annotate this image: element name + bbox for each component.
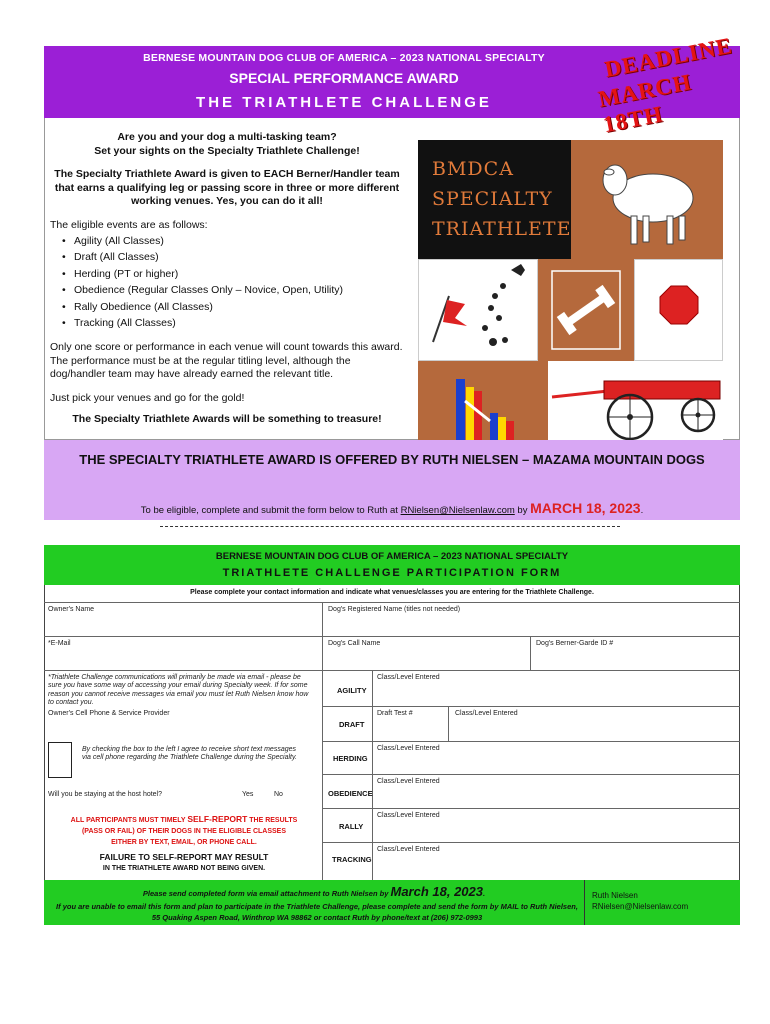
sponsor-line: THE SPECIALTY TRIATHLETE AWARD IS OFFERED BY RUTH NIELSEN – MAZAMA MOUNTAIN DOGS [79,452,705,467]
obedience-tile [538,259,634,361]
dogs-call-name-field[interactable]: Dog's Call Name [328,640,381,647]
venue-agility: AGILITY [337,686,367,695]
venue-herding: HERDING [333,754,368,763]
rally-class-field[interactable]: Class/Level Entered [377,812,440,819]
sponsor-band [44,440,740,520]
form-title: TRIATHLETE CHALLENGE PARTICIPATION FORM [222,567,562,579]
tracking-tile [418,259,538,361]
event-item: • Rally Obedience (All Classes) [50,299,404,315]
contact-email[interactable]: RNielsen@Nielsenlaw.com [592,902,689,911]
draft-class-field[interactable]: Class/Level Entered [455,710,518,717]
tracking-class-field[interactable]: Class/Level Entered [377,846,440,853]
flag-icon [433,296,467,342]
treasure-line: The Specialty Triathlete Awards will be something to treasure! [72,413,382,426]
berner-garde-id-field[interactable]: Dog's Berner-Garde ID # [536,640,614,647]
intro-section [50,131,404,427]
award-rule: Only one score or performance in each venue will count towards this award. The performance must be at the regular titling level, although the dog/handler team may have already earned the relevant title. [50,341,403,381]
text-consent-checkbox[interactable] [48,742,72,778]
event-item: • Agility (All Classes) [50,233,404,249]
event-item: • Herding (PT or higher) [50,266,404,282]
cell-phone-field[interactable]: Owner's Cell Phone & Service Provider [48,710,170,717]
collage-title-line1: BMDCA [432,158,514,180]
email-link[interactable]: RNielsen@Nielsenlaw.com [400,505,515,516]
eligibility-line: To be eligible, complete and submit the form below to Ruth at RNielsen@Nielsenlaw.com by MARCH 18, 2023. [140,500,644,516]
obedience-class-field[interactable]: Class/Level Entered [377,778,440,785]
triathlete-collage [418,140,723,462]
collage-title-line2: SPECIALTY [432,188,553,210]
submission-band [44,880,740,925]
deadline-date: MARCH 18, 2023 [530,500,641,516]
owners-name-field[interactable]: Owner's Name [48,606,95,613]
contact-name: Ruth Nielsen [592,891,638,900]
collage-title-line3: TRIATHLETE [432,218,572,240]
herding-class-field[interactable]: Class/Level Entered [377,745,440,752]
events-list [50,233,404,331]
hotel-question: Will you be staying at the host hotel? [48,791,163,798]
events-intro: The eligible events are as follows: [50,218,208,231]
email-field[interactable]: *E-Mail [48,640,71,647]
mail-instructions: If you are unable to email this form and plan to participate in the Triathlete Challenge, please complete and send the form by MAIL to Ruth Nielsen, 55 Quaking Aspen Road, Winthrop WA 98862 or contact Ruth by phone/text at (206) 972-0993 [56,902,578,922]
herding-tile [571,140,723,259]
pick-venues: Just pick your venues and go for the gold! [50,391,245,404]
venue-rally: RALLY [339,822,364,831]
draft-test-field[interactable]: Draft Test # [377,710,413,717]
header-challenge-line: THE TRIATHLETE CHALLENGE [196,94,492,111]
send-instructions: Please send completed form via email attachment to Ruth Nielsen by March 18, 2023. [142,884,486,899]
contact-block [592,890,688,912]
stop-sign-icon [635,260,724,362]
failure-notice: FAILURE TO SELF-REPORT MAY RESULT IN THE TRIATHLETE AWARD NOT BEING GIVEN. [99,852,269,872]
event-item: • Draft (All Classes) [50,249,404,265]
event-item: • Obedience (Regular Classes Only – Novice, Open, Utility) [50,282,404,298]
event-item: • Tracking (All Classes) [50,315,404,331]
header-award-line: SPECIAL PERFORMANCE AWARD [229,70,459,86]
venue-draft: DRAFT [339,720,365,729]
venue-obedience: OBEDIENCE [328,789,373,798]
deadline-line1: DEADLINE [602,32,735,83]
cut-line [160,526,620,527]
form-title-org: BERNESE MOUNTAIN DOG CLUB OF AMERICA – 2023 NATIONAL SPECIALTY [215,551,569,562]
email-note: *Triathlete Challenge communications will primarily be made via email - please be sure you have some way of accessing your email during Specialty week. If for some reason you cannot receive messages via email you must let Ruth Nielsen know how to contact you. [48,674,309,707]
venue-tracking: TRACKING [332,855,372,864]
agility-class-field[interactable]: Class/Level Entered [377,674,440,681]
form-instructions: Please complete your contact information and indicate what venues/classes you are entering for the Triathlete Challenge. [190,589,594,596]
header-org-line: BERNESE MOUNTAIN DOG CLUB OF AMERICA – 2023 NATIONAL SPECIALTY [143,52,545,64]
sheep-icon [571,140,723,259]
rally-tile [634,259,723,361]
dogs-registered-name-field[interactable]: Dog's Registered Name (titles not needed) [328,606,461,613]
dumbbell-icon [538,259,634,361]
hotel-yes-option[interactable]: Yes [242,791,254,798]
intro-question-2: Set your sights on the Specialty Triathlete Challenge! [94,144,360,157]
hotel-no-option[interactable]: No [274,791,283,798]
self-report-notice: ALL PARTICIPANTS MUST TIMELY SELF-REPORT THE RESULTS (PASS OR FAIL) OF THEIR DOGS IN THE ELIGIBLE CLASSES EITHER BY TEXT, EMAIL, OR PHONE CALL. [70,814,298,846]
checkbox-text: By checking the box to the left I agree to receive short text messages via cell phone regarding the Triathlete Challenge during the Specialty. [82,746,297,762]
intro-question-1: Are you and your dog a multi-tasking team? [117,131,337,143]
award-description: The Specialty Triathlete Award is given to EACH Berner/Handler team that earns a qualifying leg or passing score in three or more different working venues. Yes, you can do it all! [54,168,400,207]
title-tile [418,140,571,259]
deadline-line2: MARCH 18TH [596,69,694,138]
form-title-band [44,545,740,585]
footprints-icon [482,264,525,346]
